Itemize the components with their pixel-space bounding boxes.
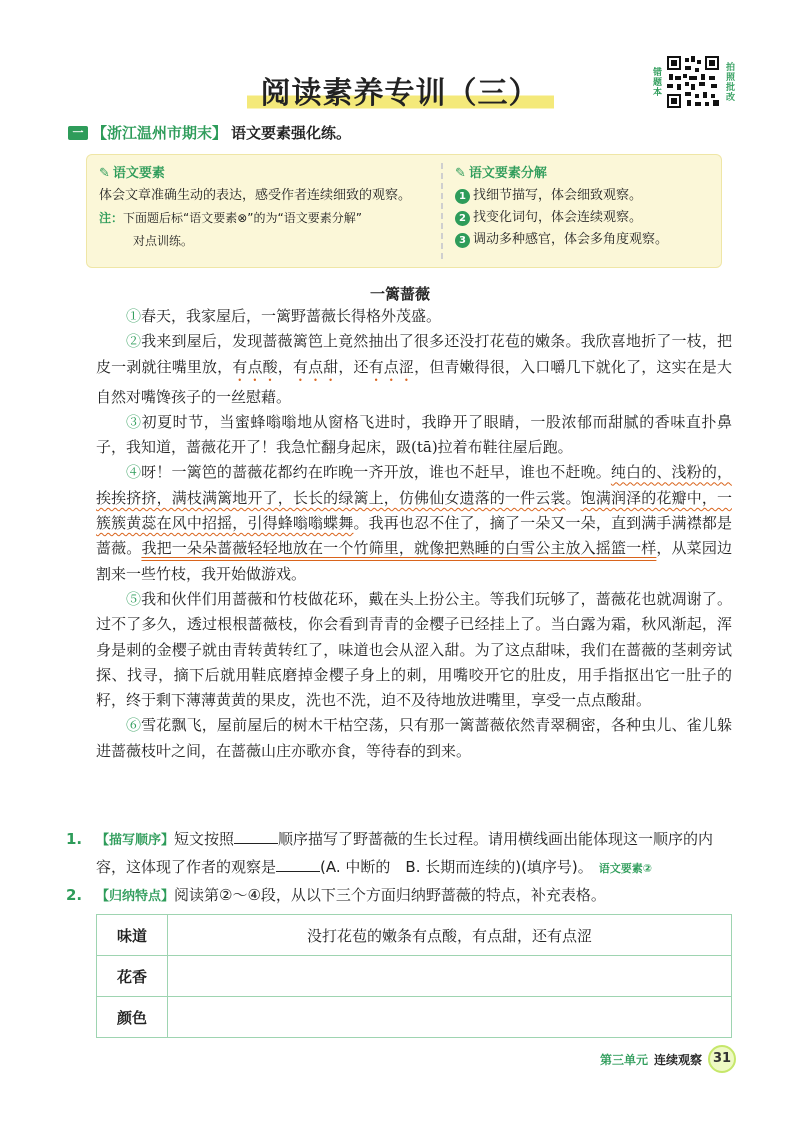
question-number: 2. — [66, 886, 83, 904]
info-left-title: 语文要素 — [112, 166, 165, 181]
emphasis-text: 有点涩 — [368, 357, 415, 376]
section-heading — [68, 122, 351, 143]
wavy-underlined-text: 纯白的、浅粉的，挨挨挤挤，满枝满篱地开了，长长的绿篱上，仿佛仙女遗落的一件云裳 — [96, 463, 732, 507]
pencil-icon: ✎ — [455, 166, 466, 181]
answer-table — [96, 914, 732, 1038]
section-source: 【浙江温州市期末】 — [92, 124, 228, 142]
paragraph-1 — [96, 304, 732, 329]
info-divider — [441, 163, 443, 259]
question-tag: 【描写顺序】 — [96, 833, 175, 848]
paragraph-text: 我和伙伴们用蔷薇和竹枝做花环，戴在头上扮公主。等我们玩够了，蔷薇花也就凋谢了。过不了多久，透过根根蔷薇枝，你会看到青青的金樱子已经挂上了。当白露为霜，秋风渐起，浑身是刺的金樱子就由青转黄转红了，味道也会从涩入甜。为了这点甜味，我们在蔷薇的茎刺旁试探、找寻，摘下后就用鞋底磨掉金樱子身上的刺，用嘴咬开它的肚皮，用手指抠出它一肚子的籽，终于剩下薄薄黄黄的果皮，洗也不洗，迫不及待地放进嘴里，享受一点点酸甜。 — [96, 589, 732, 710]
table-row — [97, 997, 732, 1038]
pencil-icon: ✎ — [99, 166, 110, 181]
paragraph-5 — [96, 587, 732, 713]
question-text: 阅读第②～④段，从以下三个方面归纳野蔷薇的特点，补充表格。 — [174, 886, 606, 904]
paragraph-number: ⑥ — [126, 716, 142, 735]
paragraph-4 — [96, 460, 732, 586]
requirement-tag: 语文要素② — [598, 862, 653, 875]
row-label: 花香 — [97, 956, 168, 997]
footer-unit: 第三单元 — [599, 1052, 648, 1067]
row-label: 味道 — [97, 915, 168, 956]
item-number-badge: 3 — [455, 233, 470, 248]
questions — [66, 826, 738, 910]
question-1 — [66, 826, 738, 882]
info-left-text: 体会文章准确生动的表达，感受作者连续细致的观察。 — [99, 188, 412, 203]
paragraph-number: ④ — [126, 463, 142, 482]
item-text: 调动多种感官，体会多角度观察。 — [473, 232, 669, 247]
item-number-badge: 2 — [455, 211, 470, 226]
question-tag: 【归纳特点】 — [96, 889, 175, 904]
note-label: 注： — [99, 211, 124, 225]
row-answer-cell[interactable] — [168, 956, 732, 997]
qr-block[interactable] — [650, 54, 736, 110]
paragraph-text: 呀！一篱笆的蔷薇花都约在昨晚一齐开放，谁也不赶早，谁也不赶晚。 — [141, 463, 611, 482]
table-row — [97, 915, 732, 956]
paragraph-text: ，但青嫩得很，入口嚼几下就化了，这实在是大自然对嘴馋孩子的一丝慰藉。 — [96, 357, 732, 406]
decomposition-item — [455, 207, 715, 229]
paragraph-text: 我来到屋后，发现蔷薇篱笆上竟然抽出了很多还没打花苞的嫩条。我欣喜地折了一枝，把皮一剥就往嘴里放， — [96, 332, 732, 376]
row-value: 没打花苞的嫩条有点酸，有点甜，还有点涩 — [168, 915, 732, 956]
page-title: 阅读素养专训（三） — [247, 68, 554, 112]
item-text: 找细节描写，体会细致观察。 — [473, 188, 643, 203]
item-text: 找变化词句，体会连续观察。 — [473, 210, 643, 225]
decomposition-item — [455, 185, 715, 207]
double-underlined-text: 我把一朵朵蔷薇轻轻地放在一个竹筛里，就像把熟睡的白雪公主放入摇篮一样 — [141, 539, 657, 558]
question-number: 1. — [66, 830, 83, 848]
paragraph-2 — [96, 329, 732, 410]
page-footer — [600, 1045, 736, 1073]
paragraph-text: 。我再也忍不住了，摘了一朵又一朵，直到满手满襟都是蔷薇。 — [96, 514, 732, 558]
note-line-2: 对点训练。 — [133, 234, 194, 248]
info-right-title: 语文要素分解 — [468, 166, 547, 181]
paragraph-text: ，还 — [338, 357, 369, 376]
decomposition-item — [455, 229, 715, 251]
question-text: 顺序描写了野蔷薇的生长过程。请用横线画出能体现这一顺序的内容，这体现了作者的观察是 — [96, 830, 714, 876]
info-right-panel — [455, 163, 715, 251]
article-title: 一篱蔷薇 — [369, 285, 430, 303]
paragraph-text: 雪花飘飞，屋前屋后的树木干枯空荡，只有那一篱蔷薇依然青翠稠密，各种虫儿、雀儿躲进蔷薇枝叶之间，在蔷薇山庄亦歌亦食，等待春的到来。 — [96, 716, 732, 760]
note-line-1: 下面题后标“语文要素⊗”的为“语文要素分解” — [123, 211, 362, 225]
section-number-badge: 一 — [68, 126, 88, 140]
info-left-panel — [99, 163, 449, 252]
question-text: 短文按照 — [174, 830, 235, 848]
row-answer-cell[interactable] — [168, 997, 732, 1038]
paragraph-text: ， — [277, 357, 293, 376]
paragraph-number: ② — [126, 332, 142, 351]
paragraph-number: ① — [126, 307, 142, 325]
question-2 — [66, 882, 738, 910]
paragraph-text: 初夏时节，当蜜蜂嗡嗡地从窗格飞进时，我睁开了眼睛，一股浓郁而甜腻的香味直扑鼻子，我知道，蔷薇花开了！我急忙翻身起床，趿(tā)拉着布鞋往屋后跑。 — [96, 412, 732, 457]
row-label: 颜色 — [97, 997, 168, 1038]
paragraph-text: 。 — [565, 488, 581, 507]
paragraph-number: ⑤ — [126, 589, 142, 608]
qr-left-label: 错题本 — [651, 67, 661, 97]
paragraph-text: 春天，我家屋后，一篱野蔷薇长得格外茂盛。 — [141, 307, 442, 325]
emphasis-text: 有点酸 — [232, 357, 278, 376]
qr-right-label: 拍照批改 — [724, 62, 734, 102]
paragraph-number: ③ — [126, 412, 142, 431]
section-instruction: 语文要素强化练。 — [231, 124, 352, 142]
wavy-underlined-text: 饱满润泽的花瓣中，一簇簇黄蕊在风中招摇，引得蜂嗡嗡蝶舞 — [96, 488, 732, 533]
emphasis-text: 有点甜 — [292, 357, 339, 376]
table-row — [97, 956, 732, 997]
footer-topic: 连续观察 — [653, 1052, 702, 1067]
answer-blank[interactable] — [276, 855, 320, 872]
literacy-info-box — [86, 154, 722, 268]
article-body — [96, 304, 732, 764]
question-text: (A. 中断的 B. 长期而连续的)(填序号)。 — [320, 858, 593, 876]
qr-code-icon[interactable] — [665, 54, 721, 110]
paragraph-3 — [96, 410, 732, 461]
page-number: 31 — [708, 1045, 736, 1073]
item-number-badge: 1 — [455, 189, 470, 204]
paragraph-text: ，从菜园边割来一些竹枝，我开始做游戏。 — [96, 539, 732, 583]
paragraph-6 — [96, 713, 732, 764]
answer-blank[interactable] — [234, 827, 278, 844]
